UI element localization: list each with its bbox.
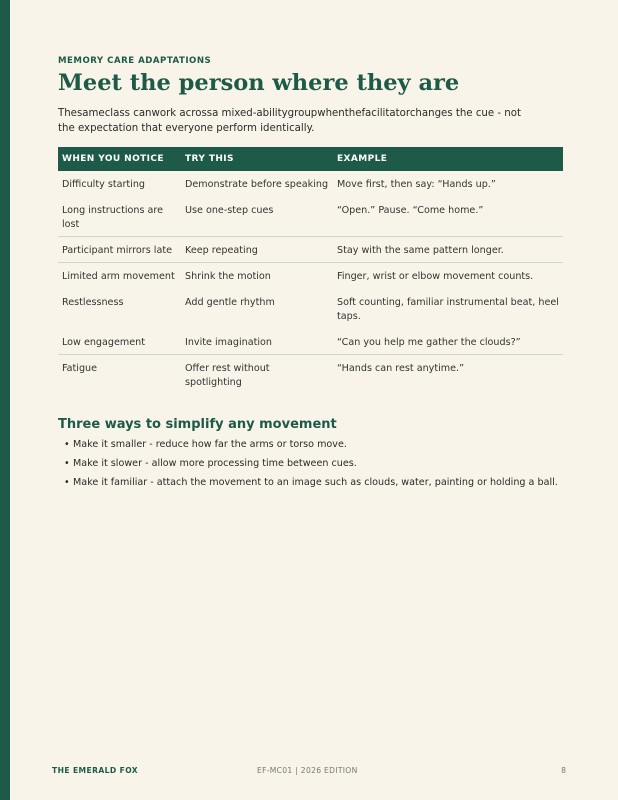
cell-notice: Long instructions are lost	[58, 197, 181, 237]
cell-notice: Limited arm movement	[62, 271, 175, 283]
list-item	[64, 476, 563, 490]
table-row	[58, 237, 563, 263]
table-row	[58, 355, 563, 395]
page-footer	[52, 766, 566, 775]
cell-notice: Difficulty starting	[62, 179, 146, 191]
page-number: 8	[561, 766, 566, 775]
page-title: Meet the person where they are	[58, 70, 460, 96]
table-header	[58, 147, 563, 171]
tips-list	[64, 438, 563, 490]
cell-example: “Hands can rest anytime.”	[337, 363, 465, 375]
table-row	[58, 171, 563, 197]
footer-edition: EF-MC01 | 2026 EDITION	[257, 766, 358, 775]
cell-try: Offer rest without spotlighting	[185, 363, 270, 389]
cell-notice: Fatigue	[62, 363, 98, 375]
cell-example: Move first, then say: “Hands up.”	[337, 179, 496, 191]
cell-notice: Participant mirrors late	[58, 237, 181, 263]
cell-try: Invite imagination	[181, 329, 333, 355]
table-row	[58, 289, 563, 329]
cell-example: “Open.” Pause. “Come home.”	[333, 197, 563, 237]
cell-example: Soft counting, familiar instrumental beat, heel taps.	[337, 297, 559, 323]
cell-try: Demonstrate before speaking	[185, 179, 329, 191]
column-header-notice: WHEN YOU NOTICE	[58, 147, 181, 171]
column-header-example: EXAMPLE	[333, 147, 563, 171]
cell-try: Add gentle rhythm	[185, 297, 275, 309]
bullet-icon: •	[64, 458, 70, 470]
side-accent-bar	[0, 0, 10, 800]
cell-example: Finger, wrist or elbow movement counts.	[337, 271, 534, 283]
cell-try: Shrink the motion	[185, 271, 271, 283]
cell-example: Stay with the same pattern longer.	[333, 237, 563, 263]
cell-try: Keep repeating	[181, 237, 333, 263]
cell-try: Use one-step cues	[181, 197, 333, 237]
tip-text: Make it smaller - reduce how far the arms or torso move.	[73, 439, 347, 451]
table-row	[58, 329, 563, 355]
table-row	[58, 263, 563, 289]
bullet-icon: •	[64, 439, 70, 451]
list-item	[64, 457, 563, 471]
footer-brand: THE EMERALD FOX	[52, 766, 139, 775]
section-kicker: MEMORY CARE ADAPTATIONS	[58, 56, 212, 66]
cell-example: “Can you help me gather the clouds?”	[333, 329, 563, 355]
intro-paragraph: Thesameclass canwork acrossa mixed-abilitygroupwhenthefacilitatorchanges the cue - not the expectation that everyone perform identically.	[58, 108, 521, 135]
tip-text: Make it slower - allow more processing time between cues.	[73, 458, 357, 470]
bullet-icon: •	[64, 477, 70, 489]
cell-notice: Restlessness	[62, 297, 124, 309]
page-content	[58, 56, 563, 495]
adaptations-table	[58, 147, 563, 395]
column-header-try: TRY THIS	[181, 147, 333, 171]
tips-heading: Three ways to simplify any movement	[58, 417, 337, 433]
cell-notice: Low engagement	[58, 329, 181, 355]
list-item	[64, 438, 563, 452]
table-row	[58, 197, 563, 237]
tip-text: Make it familiar - attach the movement to an image such as clouds, water, painting or holding a ball.	[73, 477, 558, 489]
